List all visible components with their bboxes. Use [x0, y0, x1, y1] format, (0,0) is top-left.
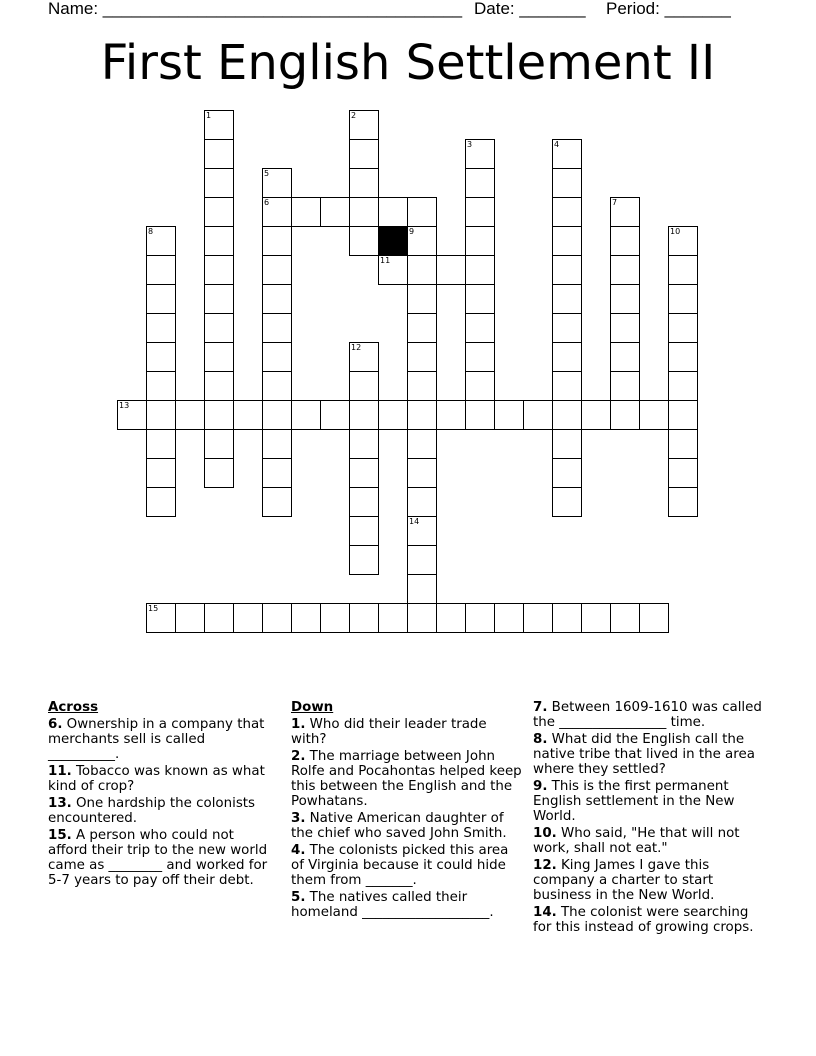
cell-number: 11 — [380, 256, 391, 265]
grid-cell[interactable] — [320, 400, 350, 430]
grid-cell[interactable] — [146, 313, 176, 343]
grid-cell[interactable] — [407, 458, 437, 488]
grid-cell[interactable] — [204, 313, 234, 343]
grid-cell[interactable] — [204, 400, 234, 430]
grid-cell[interactable] — [407, 342, 437, 372]
clue-text: The colonists picked this area of Virginia because it could hide them from _______. — [291, 843, 509, 888]
cell-number: 10 — [670, 227, 681, 236]
grid-cell[interactable] — [204, 603, 234, 633]
clue-text: A person who could not afford their trip to the new world came as ________ and worked for 5-7 years to pay off their debt. — [48, 828, 268, 888]
grid-cell[interactable] — [204, 342, 234, 372]
clue-text: The colonist were searching for this instead of growing crops. — [533, 905, 754, 935]
grid-cell[interactable] — [639, 400, 669, 430]
grid-cell[interactable] — [407, 226, 437, 256]
grid-cell[interactable] — [117, 400, 147, 430]
grid-cell[interactable] — [668, 226, 698, 256]
clue-number: 4. — [291, 843, 306, 858]
grid-cell[interactable] — [610, 226, 640, 256]
grid-cell[interactable] — [668, 342, 698, 372]
date-field[interactable]: Date: _______ — [474, 0, 586, 18]
grid-cell[interactable] — [465, 255, 495, 285]
grid-cell[interactable] — [175, 603, 205, 633]
grid-cell[interactable] — [349, 516, 379, 546]
cell-number: 6 — [264, 198, 270, 207]
grid-cell[interactable] — [610, 400, 640, 430]
cell-number: 12 — [351, 343, 362, 352]
clue-text: The marriage between John Rolfe and Pocahontas helped keep this between the English and the Powhatans. — [291, 749, 522, 809]
clue-item — [533, 700, 769, 730]
grid-cell[interactable] — [378, 400, 408, 430]
grid-cell[interactable] — [552, 400, 582, 430]
grid-cell[interactable] — [407, 284, 437, 314]
clue-number: 12. — [533, 858, 557, 873]
clue-item — [291, 749, 523, 809]
clue-item — [48, 717, 276, 762]
grid-cell[interactable] — [146, 371, 176, 401]
grid-cell[interactable] — [494, 400, 524, 430]
grid-cell[interactable] — [407, 313, 437, 343]
clue-item — [291, 843, 523, 888]
grid-cell[interactable] — [146, 429, 176, 459]
grid-cell[interactable] — [552, 429, 582, 459]
grid-cell[interactable] — [581, 400, 611, 430]
grid-cell[interactable] — [668, 313, 698, 343]
down-list-continued — [533, 700, 769, 935]
grid-cell[interactable] — [668, 487, 698, 517]
grid-cell[interactable] — [204, 226, 234, 256]
grid-cell[interactable] — [262, 487, 292, 517]
grid-cell[interactable] — [436, 400, 466, 430]
clue-item — [533, 779, 769, 824]
grid-cell[interactable] — [552, 371, 582, 401]
cell-number: 13 — [119, 401, 130, 410]
clue-item — [48, 828, 276, 888]
down-clues — [291, 700, 523, 922]
grid-cell[interactable] — [349, 168, 379, 198]
clue-number: 8. — [533, 732, 548, 747]
grid-cell[interactable] — [465, 197, 495, 227]
clue-text: Ownership in a company that merchants sell is called __________. — [48, 717, 265, 762]
grid-cell[interactable] — [349, 429, 379, 459]
clue-item — [291, 890, 523, 920]
grid-cell[interactable] — [407, 429, 437, 459]
clue-text: The natives called their homeland ___________________. — [291, 890, 494, 920]
grid-cell[interactable] — [668, 429, 698, 459]
cell-number: 14 — [409, 517, 420, 526]
grid-cell[interactable] — [407, 197, 437, 227]
clue-number: 14. — [533, 905, 557, 920]
grid-cell[interactable] — [581, 603, 611, 633]
grid-cell[interactable] — [349, 487, 379, 517]
grid-cell[interactable] — [204, 458, 234, 488]
grid-cell[interactable] — [494, 603, 524, 633]
grid-cell[interactable] — [291, 197, 321, 227]
name-field[interactable]: Name: ______________________________________ — [48, 0, 463, 18]
grid-cell[interactable] — [320, 603, 350, 633]
grid-cell[interactable] — [552, 458, 582, 488]
clue-number: 11. — [48, 764, 72, 779]
grid-cell[interactable] — [610, 313, 640, 343]
grid-cell[interactable] — [204, 255, 234, 285]
grid-cell[interactable] — [552, 487, 582, 517]
grid-cell[interactable] — [610, 342, 640, 372]
clue-number: 9. — [533, 779, 548, 794]
clue-text: One hardship the colonists encountered. — [48, 796, 256, 826]
clue-number: 6. — [48, 717, 63, 732]
grid-cell[interactable] — [262, 226, 292, 256]
grid-cell[interactable] — [146, 226, 176, 256]
grid-cell[interactable] — [407, 603, 437, 633]
grid-cell[interactable] — [146, 487, 176, 517]
grid-cell[interactable] — [262, 168, 292, 198]
clue-text: Between 1609-1610 was called the ________________ time. — [533, 700, 762, 730]
clue-number: 10. — [533, 826, 557, 841]
clue-number: 13. — [48, 796, 72, 811]
clue-text: This is the first permanent English settlement in the New World. — [533, 779, 735, 824]
grid-cell[interactable] — [407, 371, 437, 401]
grid-cell[interactable] — [146, 255, 176, 285]
grid-cell[interactable] — [552, 342, 582, 372]
grid-cell[interactable] — [233, 603, 263, 633]
grid-cell[interactable] — [262, 429, 292, 459]
grid-cell[interactable] — [349, 197, 379, 227]
grid-cell[interactable] — [552, 284, 582, 314]
clue-number: 15. — [48, 828, 72, 843]
grid-cell[interactable] — [465, 226, 495, 256]
grid-cell[interactable] — [262, 371, 292, 401]
grid-cell[interactable] — [436, 255, 466, 285]
black-square — [378, 226, 408, 256]
down-list — [291, 717, 523, 920]
grid-cell[interactable] — [204, 284, 234, 314]
grid-cell[interactable] — [610, 371, 640, 401]
cell-number: 8 — [148, 227, 154, 236]
cell-number: 2 — [351, 111, 357, 120]
grid-cell[interactable] — [523, 400, 553, 430]
grid-cell[interactable] — [407, 574, 437, 604]
period-field[interactable]: Period: _______ — [606, 0, 731, 18]
grid-cell[interactable] — [465, 284, 495, 314]
grid-cell[interactable] — [262, 284, 292, 314]
clue-number: 2. — [291, 749, 306, 764]
grid-cell[interactable] — [668, 458, 698, 488]
clue-number: 1. — [291, 717, 306, 732]
grid-cell[interactable] — [465, 342, 495, 372]
clue-item — [533, 905, 769, 935]
clue-item — [48, 764, 276, 794]
clue-item — [533, 826, 769, 856]
clue-number: 3. — [291, 811, 306, 826]
grid-cell[interactable] — [552, 313, 582, 343]
grid-cell[interactable] — [610, 284, 640, 314]
grid-cell[interactable] — [668, 255, 698, 285]
grid-cell[interactable] — [349, 400, 379, 430]
grid-cell[interactable] — [233, 400, 263, 430]
grid-cell[interactable] — [465, 139, 495, 169]
grid-cell[interactable] — [610, 255, 640, 285]
grid-cell[interactable] — [407, 545, 437, 575]
clue-item — [291, 811, 523, 841]
grid-cell[interactable] — [523, 603, 553, 633]
grid-cell[interactable] — [349, 603, 379, 633]
cell-number: 15 — [148, 604, 159, 613]
grid-cell[interactable] — [349, 458, 379, 488]
grid-cell[interactable] — [465, 371, 495, 401]
grid-cell[interactable] — [378, 603, 408, 633]
grid-cell[interactable] — [262, 255, 292, 285]
grid-cell[interactable] — [552, 168, 582, 198]
clue-text: Tobacco was known as what kind of crop? — [48, 764, 265, 794]
grid-cell[interactable] — [291, 603, 321, 633]
grid-cell[interactable] — [668, 371, 698, 401]
grid-cell[interactable] — [204, 197, 234, 227]
grid-cell[interactable] — [436, 603, 466, 633]
grid-cell[interactable] — [465, 313, 495, 343]
grid-cell[interactable] — [204, 429, 234, 459]
cell-number: 7 — [612, 198, 618, 207]
grid-cell[interactable] — [320, 197, 350, 227]
grid-cell[interactable] — [262, 342, 292, 372]
grid-cell[interactable] — [349, 110, 379, 140]
grid-cell[interactable] — [407, 400, 437, 430]
down-clues-continued — [533, 700, 769, 937]
grid-cell[interactable] — [349, 371, 379, 401]
grid-cell[interactable] — [262, 458, 292, 488]
grid-cell[interactable] — [378, 255, 408, 285]
grid-cell[interactable] — [146, 603, 176, 633]
grid-cell[interactable] — [262, 603, 292, 633]
cell-number: 4 — [554, 140, 560, 149]
grid-cell[interactable] — [610, 603, 640, 633]
page-title: First English Settlement II — [100, 35, 716, 91]
grid-cell[interactable] — [262, 400, 292, 430]
grid-cell[interactable] — [349, 342, 379, 372]
grid-cell[interactable] — [146, 342, 176, 372]
grid-cell[interactable] — [204, 168, 234, 198]
grid-cell[interactable] — [204, 371, 234, 401]
grid-cell[interactable] — [146, 400, 176, 430]
clue-number: 5. — [291, 890, 306, 905]
grid-cell[interactable] — [552, 226, 582, 256]
clue-item — [533, 732, 769, 777]
clue-number: 7. — [533, 700, 548, 715]
grid-cell[interactable] — [552, 603, 582, 633]
clue-text: Who did their leader trade with? — [291, 717, 487, 747]
grid-cell[interactable] — [552, 197, 582, 227]
grid-cell[interactable] — [407, 255, 437, 285]
clue-item — [533, 858, 769, 903]
clue-item — [48, 796, 276, 826]
clue-text: Native American daughter of the chief who saved John Smith. — [291, 811, 507, 841]
grid-cell[interactable] — [204, 139, 234, 169]
grid-cell[interactable] — [349, 226, 379, 256]
across-clues — [48, 700, 276, 890]
grid-cell[interactable] — [262, 197, 292, 227]
cell-number: 5 — [264, 169, 270, 178]
across-heading: Across — [48, 700, 99, 715]
clue-text: What did the English call the native tribe that lived in the area where they settled? — [533, 732, 755, 777]
grid-cell[interactable] — [639, 603, 669, 633]
grid-cell[interactable] — [349, 139, 379, 169]
clue-item — [291, 717, 523, 747]
grid-cell[interactable] — [552, 139, 582, 169]
across-list — [48, 717, 276, 888]
cell-number: 3 — [467, 140, 473, 149]
clue-text: Who said, "He that will not work, shall not eat." — [533, 826, 740, 856]
cell-number: 1 — [206, 111, 212, 120]
grid-cell[interactable] — [146, 284, 176, 314]
grid-cell[interactable] — [668, 400, 698, 430]
down-heading: Down — [291, 700, 334, 715]
grid-cell[interactable] — [175, 400, 205, 430]
grid-cell[interactable] — [552, 255, 582, 285]
grid-cell[interactable] — [204, 110, 234, 140]
grid-cell[interactable] — [262, 313, 292, 343]
grid-cell[interactable] — [465, 168, 495, 198]
grid-cell[interactable] — [291, 400, 321, 430]
grid-cell[interactable] — [668, 284, 698, 314]
grid-cell[interactable] — [465, 603, 495, 633]
grid-cell[interactable] — [378, 197, 408, 227]
grid-cell[interactable] — [407, 516, 437, 546]
grid-cell[interactable] — [465, 400, 495, 430]
grid-cell[interactable] — [407, 487, 437, 517]
grid-cell[interactable] — [349, 545, 379, 575]
grid-cell[interactable] — [610, 197, 640, 227]
cell-number: 9 — [409, 227, 415, 236]
grid-cell[interactable] — [146, 458, 176, 488]
clue-text: King James I gave this company a charter to start business in the New World. — [533, 858, 715, 903]
